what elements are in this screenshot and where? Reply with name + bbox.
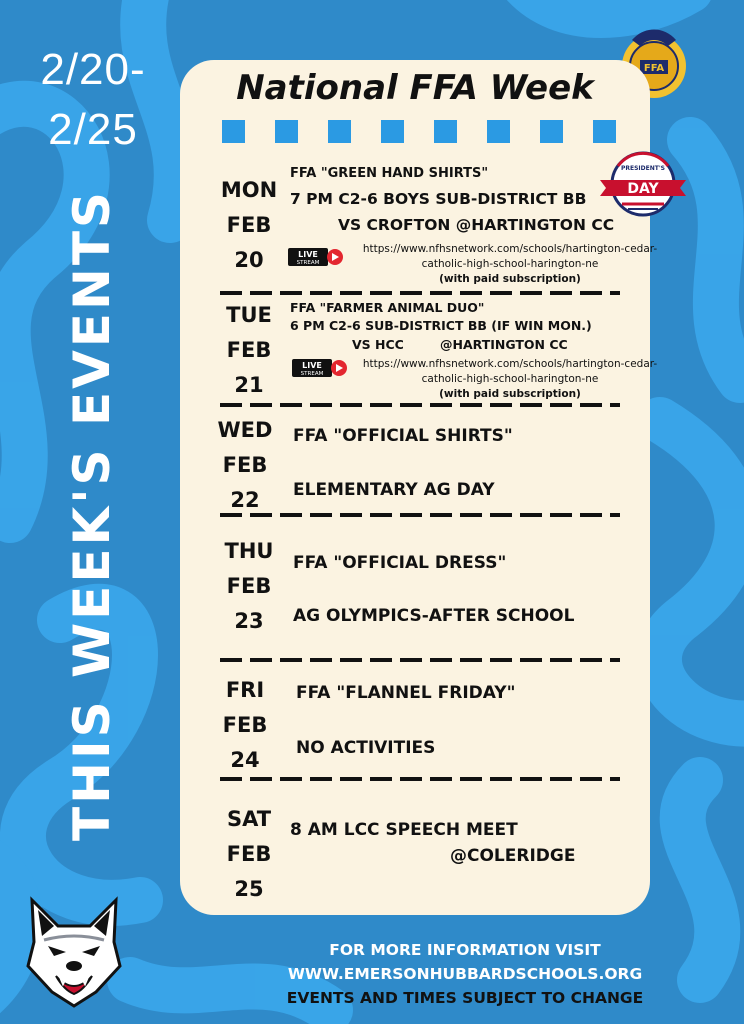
footer-disclaimer: EVENTS AND TIMES SUBJECT TO CHANGE xyxy=(286,989,644,1007)
stream-label: STREAM xyxy=(296,260,320,266)
section-divider xyxy=(220,402,620,408)
event-text: 8 AM LCC SPEECH MEET xyxy=(290,820,518,840)
live-stream-icon xyxy=(288,247,344,267)
month: FEB xyxy=(226,213,272,237)
day-label-wed xyxy=(210,413,280,518)
day-label-mon xyxy=(214,173,284,278)
stream-link-line: https://www.nfhsnetwork.com/schools/hartington-cedar- xyxy=(362,358,658,370)
day-number: 22 xyxy=(230,488,260,512)
decorative-square xyxy=(328,120,351,143)
weekday: SAT xyxy=(226,807,272,831)
day-label-sat xyxy=(214,802,284,907)
stream-link-line: catholic-high-school-harington-ne xyxy=(421,258,599,270)
section-divider xyxy=(220,290,620,296)
section-divider xyxy=(220,512,620,518)
ffa-emblem-text: FFA xyxy=(643,63,665,74)
stream-link[interactable] xyxy=(360,357,660,402)
wolf-mascot-icon xyxy=(24,896,124,1008)
presidents-day-badge-icon xyxy=(598,150,688,218)
decorative-square-row xyxy=(222,120,622,144)
decorative-square xyxy=(275,120,298,143)
event-text: FFA "FARMER ANIMAL DUO" xyxy=(290,300,485,315)
weekday: FRI xyxy=(225,678,265,702)
live-stream-icon xyxy=(292,358,348,378)
day-label-fri xyxy=(210,673,280,778)
footer-info-line: FOR MORE INFORMATION VISIT xyxy=(329,941,601,959)
event-text: @HARTINGTON CC xyxy=(440,337,568,352)
event-text: FFA "FLANNEL FRIDAY" xyxy=(296,683,516,703)
card-title: National FFA Week xyxy=(236,68,594,108)
month: FEB xyxy=(222,453,268,477)
subscription-note: (with paid subscription) xyxy=(439,388,581,400)
day-number: 20 xyxy=(234,248,264,272)
this-weeks-events-title: THIS WEEK'S EVENTS xyxy=(63,189,121,841)
section-divider xyxy=(220,657,620,663)
decorative-square xyxy=(540,120,563,143)
event-text: AG OLYMPICS-AFTER SCHOOL xyxy=(293,606,575,626)
weekday: WED xyxy=(217,418,273,442)
stream-link-line: https://www.nfhsnetwork.com/schools/hartington-cedar- xyxy=(362,243,658,255)
day-number: 25 xyxy=(234,877,264,901)
month: FEB xyxy=(222,713,268,737)
day-number: 24 xyxy=(230,748,260,772)
decorative-square xyxy=(593,120,616,143)
live-label: LIVE xyxy=(298,250,318,259)
event-text: FFA "GREEN HAND SHIRTS" xyxy=(290,166,489,181)
event-text: 6 PM C2-6 SUB-DISTRICT BB (IF WIN MON.) xyxy=(290,318,592,333)
footer-website-link[interactable]: WWW.EMERSONHUBBARDSCHOOLS.ORG xyxy=(287,965,643,983)
month: FEB xyxy=(226,338,272,362)
day-number: 21 xyxy=(234,373,264,397)
events-card xyxy=(180,60,658,915)
event-text: FFA "OFFICIAL DRESS" xyxy=(293,553,507,573)
stream-label: STREAM xyxy=(300,371,324,377)
stream-link[interactable] xyxy=(360,242,660,287)
event-text: ELEMENTARY AG DAY xyxy=(293,480,495,500)
weekday: TUE xyxy=(226,303,272,327)
decorative-square xyxy=(487,120,510,143)
decorative-square xyxy=(222,120,245,143)
weekday: THU xyxy=(224,539,274,563)
month: FEB xyxy=(226,842,272,866)
month: FEB xyxy=(226,574,272,598)
event-text: VS HCC xyxy=(352,337,404,352)
date-range-end: 2/25 xyxy=(48,105,138,154)
event-text: NO ACTIVITIES xyxy=(296,738,436,758)
event-text: VS CROFTON @HARTINGTON CC xyxy=(338,216,615,234)
decorative-square xyxy=(381,120,404,143)
weekday: MON xyxy=(220,178,278,202)
decorative-square xyxy=(434,120,457,143)
badge-main-text: DAY xyxy=(627,181,659,197)
event-text: @COLERIDGE xyxy=(450,846,576,866)
footer xyxy=(250,938,680,1010)
day-label-tue xyxy=(214,298,284,403)
badge-top-text: PRESIDENT'S xyxy=(620,165,666,172)
event-text: FFA "OFFICIAL SHIRTS" xyxy=(293,426,513,446)
day-label-thu xyxy=(214,534,284,639)
stream-link-line: catholic-high-school-harington-ne xyxy=(421,373,599,385)
subscription-note: (with paid subscription) xyxy=(439,273,581,285)
live-label: LIVE xyxy=(302,361,322,370)
section-divider xyxy=(220,776,620,782)
day-number: 23 xyxy=(234,609,264,633)
date-range xyxy=(28,40,158,160)
event-text: 7 PM C2-6 BOYS SUB-DISTRICT BB xyxy=(290,190,587,208)
date-range-start: 2/20- xyxy=(40,45,146,94)
